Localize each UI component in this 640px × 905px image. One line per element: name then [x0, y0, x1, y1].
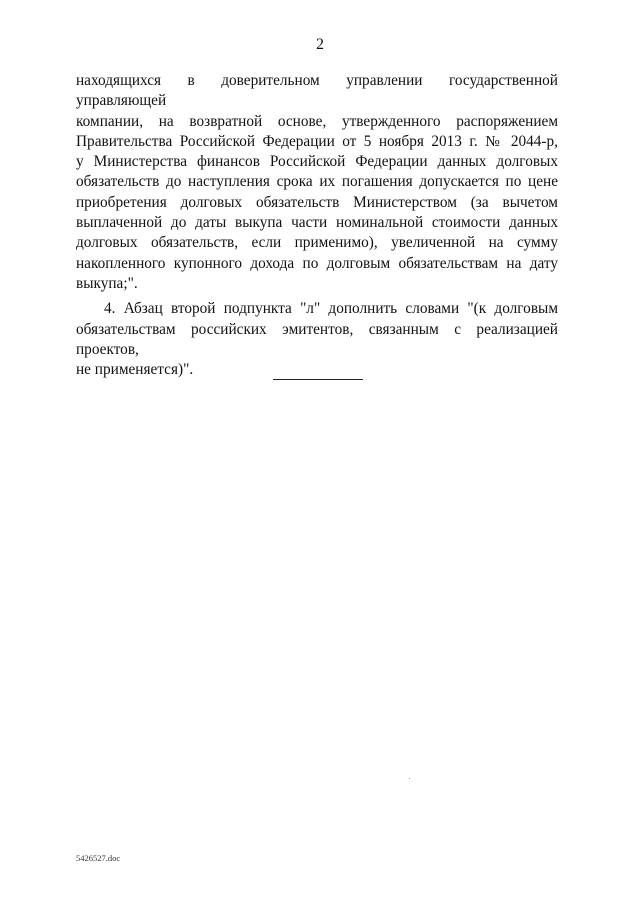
- text-line: у Министерства финансов Российской Федерации данных долговых: [76, 153, 558, 171]
- text-line: не применяется)".: [76, 361, 194, 379]
- text-line: накопленного купонного дохода по долговым обязательствам на дату: [76, 254, 558, 272]
- end-divider: [273, 379, 363, 380]
- text-line: долговых обязательств, если применимо), увеличенной на сумму: [76, 234, 558, 252]
- text-line: 4. Абзац второй подпункта "л" дополнить словами "(к долговым: [104, 300, 558, 318]
- scan-speck: [409, 778, 410, 779]
- paragraph-continuation: [76, 71, 558, 294]
- text-line: находящихся в доверительном управлении государственной управляющей: [76, 72, 558, 110]
- text-line: Правительства Российской Федерации от 5 ноября 2013 г. № 2044-р,: [76, 132, 558, 150]
- text-line: выкупа;".: [76, 274, 138, 292]
- document-file-id: 5426527.doc: [76, 853, 121, 863]
- text-line: обязательствам российских эмитентов, связанным с реализацией проектов,: [76, 320, 558, 358]
- text-line: компании, на возвратной основе, утвержденного распоряжением: [76, 112, 558, 130]
- text-line: обязательств до наступления срока их погашения допускается по цене: [76, 173, 558, 191]
- document-body: [76, 71, 558, 380]
- text-line: приобретения долговых обязательств Министерством (за вычетом: [76, 193, 558, 211]
- text-line: выплаченной до даты выкупа части номинальной стоимости данных: [76, 214, 558, 232]
- page-number: 2: [316, 36, 324, 53]
- paragraph-item-4: [76, 299, 558, 380]
